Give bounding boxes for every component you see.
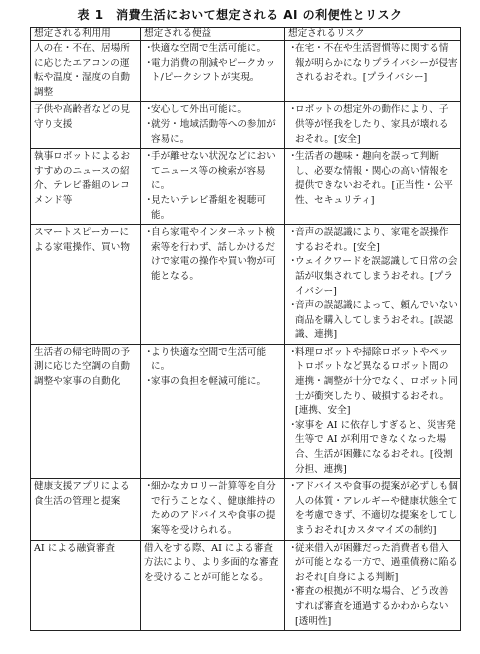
risk-item: ・ 家事を AI に依存しすぎると、災害発生等で AI が利用できなくなった場合、生活が困難になるおそれ。[役割分担、連携] xyxy=(288,419,458,477)
benefits-cell: 借入をする際、AI による審査方法により、より多面的な審査を受けることが可能となる。 xyxy=(141,540,285,631)
benefit-item: ・ 就労・地域活動等への参加が容易に。 xyxy=(144,118,282,147)
table-row xyxy=(31,102,461,149)
benefit-item: ・ 家事の負担を軽減可能に。 xyxy=(144,375,282,390)
risk-item: ・ アドバイスや食事の提案が必ずしも個人の体質・アレルギーや健康状態全てを考慮できず、不適切な提案をしてしまうおそれ[カスタマイズの制約] xyxy=(288,480,458,538)
use-cell: 生活者の帰宅時間の予測に応じた空調の自動調整や家事の自動化 xyxy=(31,344,141,478)
risks-cell xyxy=(285,540,461,631)
benefit-item: ・ 見たいテレビ番組を視聴可能。 xyxy=(144,194,282,223)
table-row xyxy=(31,149,461,225)
table-row xyxy=(31,344,461,478)
use-cell: 健康支援アプリによる食生活の管理と提案 xyxy=(31,479,141,540)
use-cell: AI による融資審査 xyxy=(31,540,141,631)
header-use: 想定される利用用 xyxy=(31,28,141,41)
benefit-item: ・ 細かなカロリー計算等を自分で行うことなく、健康維持のためのアドバイスや食事の提案等を受けられる。 xyxy=(144,480,282,538)
benefit-item: ・ 安心して外出可能に。 xyxy=(144,103,282,118)
risks-cell xyxy=(285,479,461,540)
benefits-cell xyxy=(141,479,285,540)
table-row xyxy=(31,479,461,540)
benefits-cell xyxy=(141,41,285,102)
benefit-item: ・ 自ら家電やインターネット検索等を行わず、話しかけるだけで家電の操作や買い物が可能となる。 xyxy=(144,226,282,284)
benefits-cell xyxy=(141,102,285,149)
risk-item: ・ 従来借入が困難だった消費者も借入が可能となる一方で、過重債務に陥るおそれ[自身による判断] xyxy=(288,542,458,586)
risk-item: ・ ロボットの想定外の動作により、子供等が怪我をしたり、家具が壊れるおそれ。[安全] xyxy=(288,103,458,147)
benefit-item: ・ 電力消費の削減やピークカット/ピークシフトが実現。 xyxy=(144,57,282,86)
header-row xyxy=(31,28,461,41)
risks-cell xyxy=(285,344,461,478)
risk-item: ・ ウェイクワードを誤認識して日常の会話が収集されてしまうおそれ。[プライバシー] xyxy=(288,255,458,299)
use-cell: 執事ロボットによるおすすめのニュースの紹介、テレビ番組のレコメンド等 xyxy=(31,149,141,225)
table-row xyxy=(31,225,461,345)
table-row xyxy=(31,41,461,102)
benefits-cell xyxy=(141,149,285,225)
risks-cell xyxy=(285,225,461,345)
risk-item: ・ 音声の誤認識によって、頼んでいない商品を購入してしまうおそれ。[誤認識、連携] xyxy=(288,299,458,343)
risk-item: ・ 料理ロボットや掃除ロボットやペットロボットなど異なるロボット間の連携・調整が十分でなく、ロボット同士が衝突したり、破損するおそれ。[連携、安全] xyxy=(288,346,458,419)
risk-item: ・ 在宅・不在や生活習慣等に関する情報が明らかになりプライバシーが侵害されるおそれ。[プライバシー] xyxy=(288,42,458,86)
benefits-cell xyxy=(141,344,285,478)
benefit-item: ・ より快適な空間で生活可能に。 xyxy=(144,346,282,375)
table-title: 表 1 消費生活において想定される AI の利便性とリスク xyxy=(77,8,403,22)
risks-cell xyxy=(285,41,461,102)
use-cell: 人の在・不在、居場所に応じたエアコンの運転や温度・湿度の自動調整 xyxy=(31,41,141,102)
risk-item: ・ 生活者の趣味・趣向を誤って判断し、必要な情報・関心の高い情報を提供できないおそれ。[正当性・公平性、セキュリティ] xyxy=(288,150,458,208)
table-row xyxy=(31,540,461,631)
header-risks: 想定されるリスク xyxy=(285,28,461,41)
benefit-item: ・ 手が離せない状況などにおいてニュース等の検索が容易に。 xyxy=(144,150,282,194)
risks-cell xyxy=(285,149,461,225)
header-benefits: 想定される便益 xyxy=(141,28,285,41)
benefit-item: ・ 快適な空間で生活可能に。 xyxy=(144,42,282,57)
risk-item: ・ 審査の根拠が不明な場合、どう改善すれば審査を通過するかわからない[透明性] xyxy=(288,585,458,629)
use-cell: 子供や高齢者などの見守り支援 xyxy=(31,102,141,149)
risk-item: ・ 音声の誤認識により、家電を誤操作するおそれ。[安全] xyxy=(288,226,458,255)
ai-benefits-risks-table xyxy=(30,27,461,631)
use-cell: スマートスピーカーによる家電操作、買い物 xyxy=(31,225,141,345)
risks-cell xyxy=(285,102,461,149)
benefits-cell xyxy=(141,225,285,345)
